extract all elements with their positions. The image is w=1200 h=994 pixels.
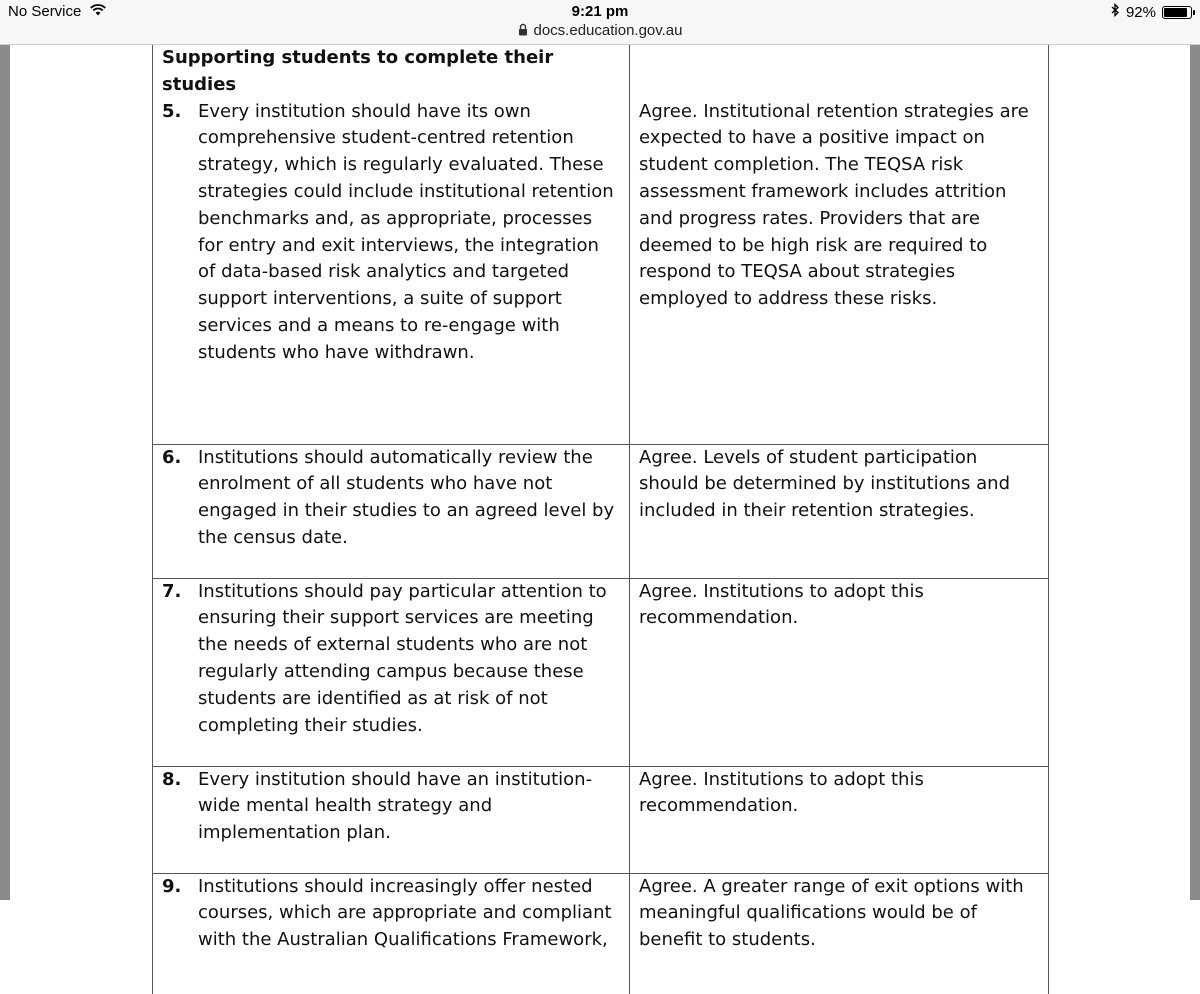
recommendation-number: 7. [162, 580, 182, 602]
response-cell: Agree. Institutional retention strategies are expected to have a positive impact on student completion. The TEQSA risk assessment framework includes attrition and progress rates. Providers that are deemed to be high risk are required to respond to TEQSA about strategies employed to address these risks. [630, 99, 1049, 445]
battery-percent: 92% [1125, 3, 1156, 21]
recommendation-text: Every institution should have an institution-wide mental health strategy and implementation plan. [198, 768, 593, 844]
recommendation-cell [153, 99, 630, 445]
recommendation-text: Every institution should have its own comprehensive student-centred retention strategy, which is regularly evaluated. These strategies could include institutional retention benchmarks and, as appropriate, processes for entry and exit interviews, the integration of data-based risk analytics and targeted support interventions, a suite of support services and a means to re-engage with students who have withdrawn. [198, 100, 614, 363]
lock-icon [518, 23, 528, 40]
recommendation-number: 9. [162, 875, 182, 897]
response-cell: Agree. A greater range of exit options with meaningful qualifications would be of benefit to students. [630, 873, 1049, 994]
carrier-label: No Service [8, 3, 82, 20]
heading-empty-cell [630, 45, 1049, 99]
recommendation-cell [153, 578, 630, 766]
recommendation-cell [153, 766, 630, 873]
table-row [153, 444, 1049, 578]
recommendation-text: Institutions should increasingly offer nested courses, which are appropriate and compliant with the Australian Qualifications Framework, [198, 875, 612, 951]
recommendation-number: 5. [162, 100, 182, 122]
recommendation-cell [153, 444, 630, 578]
battery-fill [1164, 8, 1187, 17]
response-cell: Agree. Institutions to adopt this recommendation. [630, 578, 1049, 766]
address-bar[interactable] [0, 22, 1200, 40]
recommendation-number: 6. [162, 446, 182, 468]
document-page [10, 45, 1190, 951]
battery-icon [1162, 6, 1192, 19]
table-row [153, 99, 1049, 445]
recommendation-number: 8. [162, 768, 182, 790]
table-row [153, 578, 1049, 766]
recommendation-text: Institutions should automatically review the enrolment of all students who have not engaged in their studies to an agreed level by the census date. [198, 446, 615, 548]
table-row [153, 873, 1049, 994]
table-row [153, 766, 1049, 873]
response-cell: Agree. Levels of student participation should be determined by institutions and included in their retention strategies. [630, 444, 1049, 578]
clock: 9:21 pm [571, 3, 629, 20]
url-text: docs.education.gov.au [533, 22, 683, 39]
section-heading-row [153, 45, 1049, 99]
bluetooth-icon [1111, 3, 1120, 21]
status-bar [0, 0, 1200, 45]
recommendation-text: Institutions should pay particular attention to ensuring their support services are meeting the needs of external students who are not regularly attending campus because these students are identified as at risk of not completing their studies. [198, 580, 607, 736]
document-viewport[interactable] [0, 45, 1200, 951]
recommendation-cell [153, 873, 630, 994]
section-heading: Supporting students to complete their studies [153, 45, 630, 99]
status-right [1111, 3, 1192, 21]
recommendations-table [152, 45, 1049, 994]
response-cell: Agree. Institutions to adopt this recommendation. [630, 766, 1049, 873]
